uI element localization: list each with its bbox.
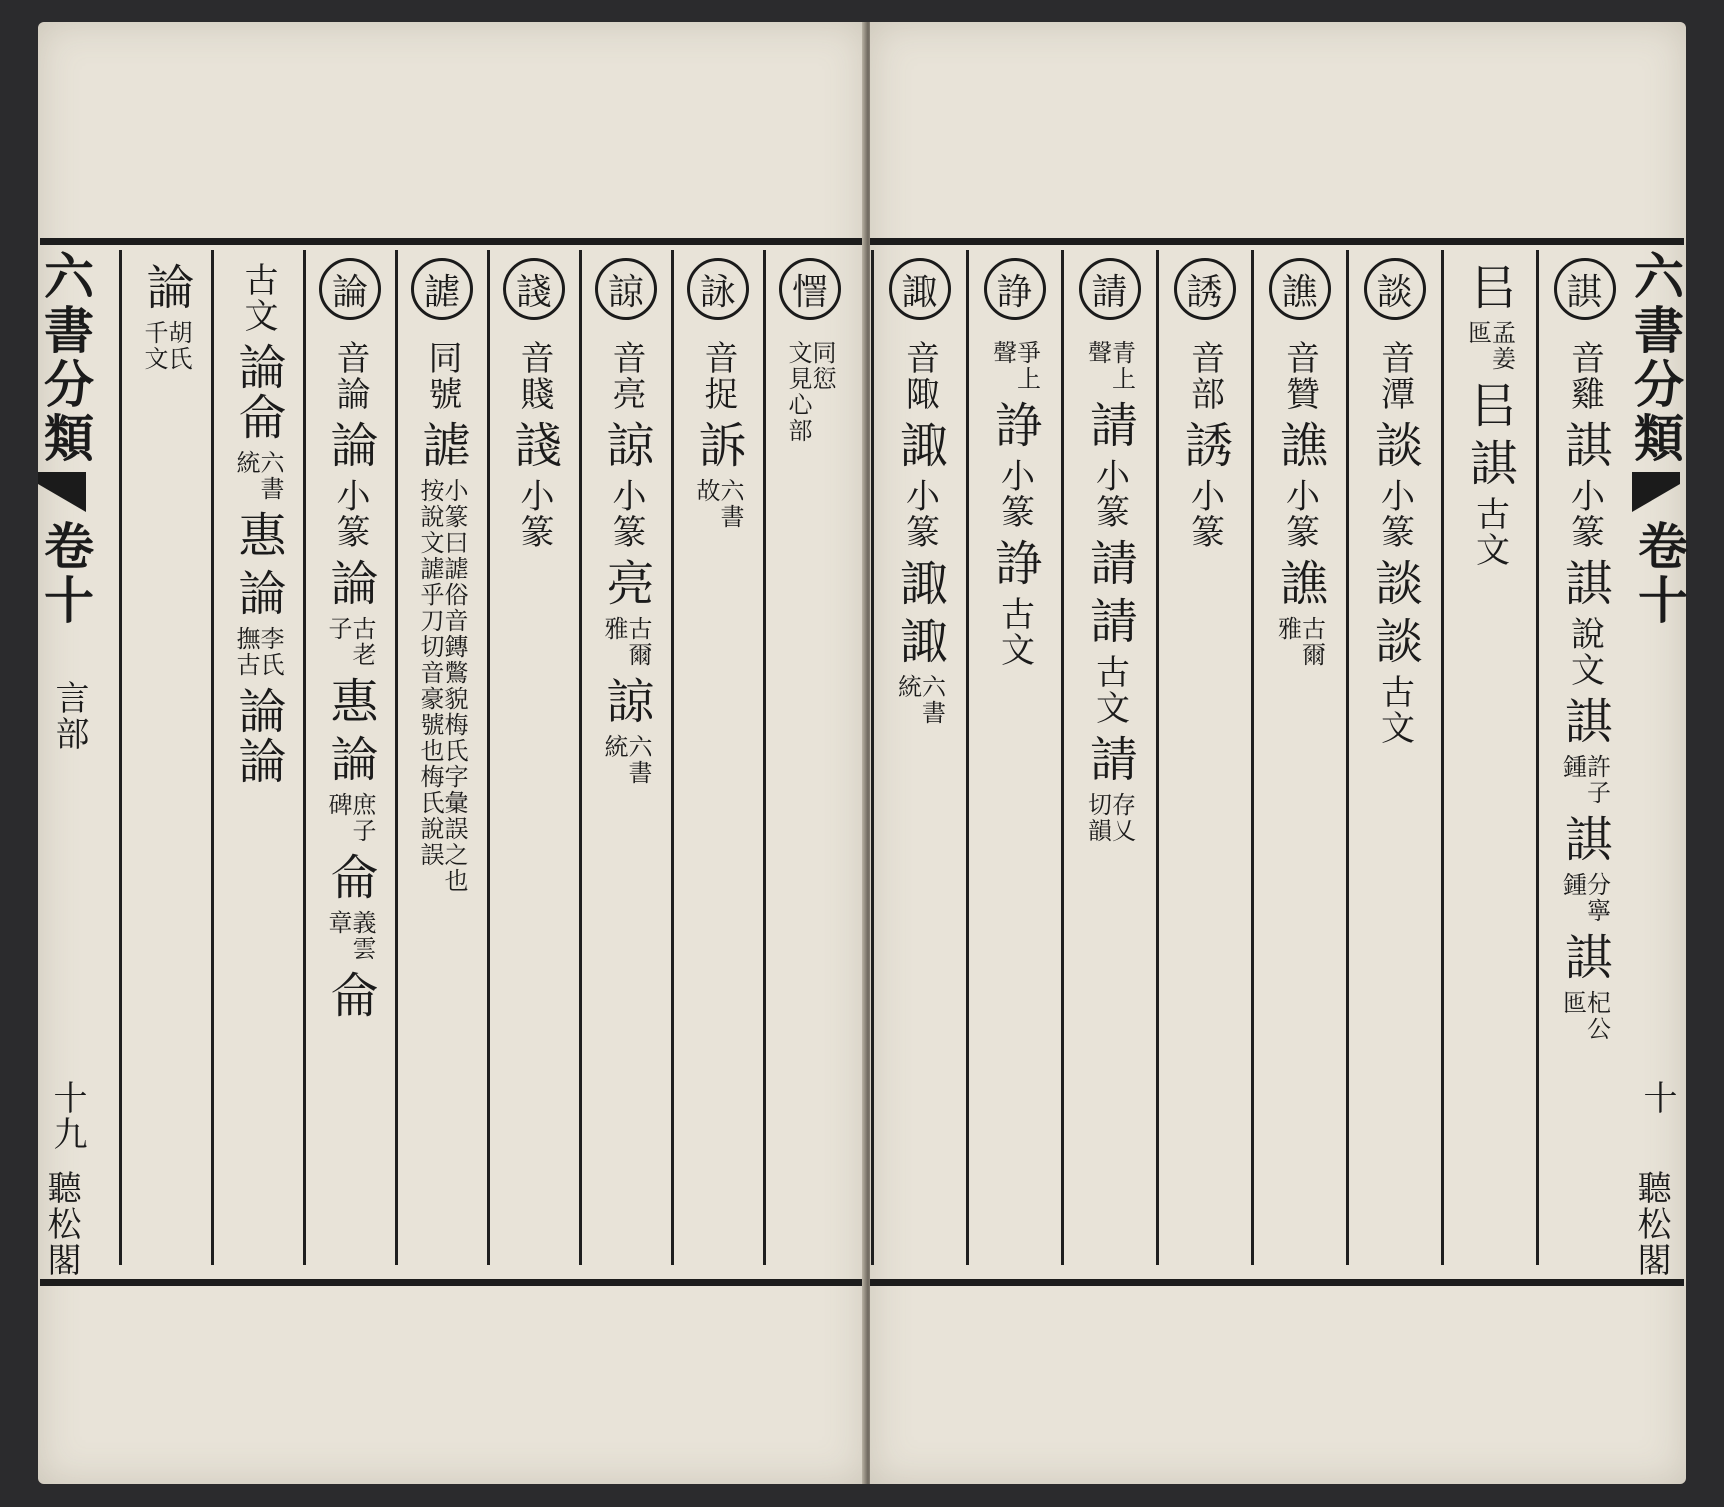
seal-glyph: 諆 (1461, 438, 1518, 488)
left-margin-title: 六書分類 (36, 250, 95, 466)
seal-glyph: 侖 (322, 852, 378, 902)
entry-head-character: 論 (319, 258, 381, 320)
annotation-text: 小篆 (1564, 478, 1605, 550)
seal-glyph: 㠯 (1461, 262, 1518, 312)
annotation-text: 說文 (1564, 616, 1605, 688)
seal-glyph: 請 (1081, 538, 1138, 588)
entry-column (1157, 336, 1252, 1259)
annotation-text: 六書 故 (692, 478, 744, 530)
seal-glyph: 諆 (1556, 558, 1613, 608)
seal-glyph: 亮 (598, 558, 654, 608)
entry-column (1442, 258, 1537, 1259)
annotation-text: 音賤 (514, 340, 554, 412)
annotation-text: 音陬 (899, 340, 940, 412)
entry-column (304, 336, 396, 1259)
annotation-text: 六書 統 (232, 450, 284, 502)
entry-head-character: 談 (1364, 258, 1426, 320)
seal-glyph: 談 (1366, 558, 1423, 608)
seal-glyph: 諆 (1556, 814, 1613, 864)
annotation-text: 小篆 (606, 478, 646, 550)
seal-glyph: 訴 (690, 420, 746, 470)
entry-column (764, 336, 856, 1259)
right-margin-folio: 十 (1637, 1080, 1677, 1116)
seal-glyph: 論論 (230, 686, 286, 786)
annotation-text: 小篆 (1374, 478, 1415, 550)
annotation-text: 同號 (422, 340, 462, 412)
seal-glyph: 請 (1081, 596, 1138, 646)
seal-glyph: 談 (1366, 616, 1423, 666)
seal-glyph: 諆 (1556, 420, 1613, 470)
annotation-text: 音雞 (1564, 340, 1605, 412)
seal-glyph: 惠 (322, 676, 378, 726)
entry-column (1347, 336, 1442, 1259)
seal-glyph: 請 (1081, 734, 1138, 784)
annotation-text: 義雲 章 (324, 910, 376, 962)
left-margin-publisher: 聽松閣 (41, 1170, 81, 1278)
seal-glyph: 譙 (1271, 558, 1328, 608)
entry-head-character: 諓 (503, 258, 565, 320)
annotation-text: 小篆 (1279, 478, 1320, 550)
column-rule (871, 250, 874, 1265)
annotation-text: 小篆 (994, 458, 1035, 530)
annotation-text: 六書 統 (600, 734, 652, 786)
seal-glyph: 論侖 (230, 342, 286, 442)
entry-head-character: 諒 (595, 258, 657, 320)
annotation-text: 李氏 撫古 (232, 626, 284, 678)
seal-glyph: 諆 (1556, 932, 1613, 982)
annotation-text: 胡氏 千文 (140, 320, 192, 372)
fish-tail-mark-right (1632, 472, 1680, 512)
left-margin-volume: 卷十 (36, 520, 95, 628)
annotation-text: 庶子 碑 (324, 792, 376, 844)
seal-glyph: 誘 (1176, 420, 1233, 470)
entry-head-character: 詠 (687, 258, 749, 320)
annotation-text: 小篆 (514, 478, 554, 550)
annotation-text: 音部 (1184, 340, 1225, 412)
entry-column (872, 336, 967, 1259)
seal-glyph: 譙 (1271, 420, 1328, 470)
annotation-text: 古爾 雅 (600, 616, 652, 668)
annotation-text: 古文 (1374, 674, 1415, 746)
entry-column (967, 336, 1062, 1259)
annotation-text: 古爾 雅 (1273, 616, 1326, 668)
entry-column (1537, 336, 1632, 1259)
annotation-text: 存乂 切韻 (1083, 792, 1136, 844)
annotation-text: 小篆 (1184, 478, 1225, 550)
entry-head-character: 諍 (984, 258, 1046, 320)
annotation-text: 古文 (1469, 496, 1510, 568)
entry-head-character: 㦒 (779, 258, 841, 320)
seal-glyph: 諏 (891, 420, 948, 470)
annotation-text: 古文 (1089, 654, 1130, 726)
seal-glyph: 論 (230, 568, 286, 618)
entry-head-character: 請 (1079, 258, 1141, 320)
entry-column (672, 336, 764, 1259)
right-margin-volume: 卷十 (1630, 520, 1689, 628)
entry-head-character: 諆 (1554, 258, 1616, 320)
seal-glyph: 談 (1366, 420, 1423, 470)
annotation-text: 孟姜 匜 (1463, 320, 1516, 372)
annotation-text: 小篆 (330, 478, 370, 550)
entry-head-character: 諏 (889, 258, 951, 320)
seal-glyph: 論 (322, 558, 378, 608)
annotation-text: 分寧 鍾 (1558, 872, 1611, 924)
fish-tail-mark-left (38, 472, 86, 512)
annotation-text: 音贊 (1279, 340, 1320, 412)
entry-column (1062, 336, 1157, 1259)
seal-glyph: 諒 (598, 420, 654, 470)
seal-glyph: 諍 (986, 538, 1043, 588)
annotation-text: 古文 (238, 262, 278, 334)
annotation-text: 六書 統 (893, 674, 946, 726)
entry-head-character: 誘 (1174, 258, 1236, 320)
annotation-text: 許子 鍾 (1558, 754, 1611, 806)
annotation-text: 音論 (330, 340, 370, 412)
seal-glyph: 論 (322, 420, 378, 470)
annotation-text: 杞公 匜 (1558, 990, 1611, 1042)
right-margin-title: 六書分類 (1626, 250, 1685, 466)
column-rule (119, 250, 122, 1265)
seal-glyph: 㠯 (1461, 380, 1518, 430)
seal-glyph: 諆 (1556, 696, 1613, 746)
annotation-text: 古文 (994, 596, 1035, 668)
seal-glyph: 諏 (891, 558, 948, 608)
seal-glyph: 侖 (322, 970, 378, 1020)
annotation-text: 小篆曰謔俗音鏄鷩貌梅氏字彙誤之也 按說文謔乎刀切音豪號也梅氏說誤 (416, 478, 468, 894)
annotation-text: 古老 子 (324, 616, 376, 668)
seal-glyph: 諒 (598, 676, 654, 726)
left-margin-section: 言部 (49, 680, 89, 752)
entry-head-character: 謔 (411, 258, 473, 320)
annotation-text: 小篆 (1089, 458, 1130, 530)
annotation-text: 青上 聲 (1083, 340, 1136, 392)
seal-glyph: 謔 (414, 420, 470, 470)
seal-glyph: 諏 (891, 616, 948, 666)
entry-column (488, 336, 580, 1259)
seal-glyph: 請 (1081, 400, 1138, 450)
seal-glyph: 論 (322, 734, 378, 784)
entry-column (396, 336, 488, 1259)
left-margin-folio: 十九 (47, 1080, 87, 1152)
seal-glyph: 惠 (230, 510, 286, 560)
annotation-text: 音捉 (698, 340, 738, 412)
annotation-text: 爭上 聲 (988, 340, 1041, 392)
seal-glyph: 諍 (986, 400, 1043, 450)
seal-glyph: 諓 (506, 420, 562, 470)
entry-column (1252, 336, 1347, 1259)
entry-column (580, 336, 672, 1259)
annotation-text: 小篆 (899, 478, 940, 550)
seal-glyph: 論 (138, 262, 194, 312)
entry-column (212, 258, 304, 1259)
entry-head-character: 譙 (1269, 258, 1331, 320)
annotation-text: 同愆 文見心部 (784, 340, 836, 444)
annotation-text: 音亮 (606, 340, 646, 412)
annotation-text: 音潭 (1374, 340, 1415, 412)
right-margin-publisher: 聽松閣 (1631, 1170, 1671, 1278)
entry-column (120, 258, 212, 1259)
